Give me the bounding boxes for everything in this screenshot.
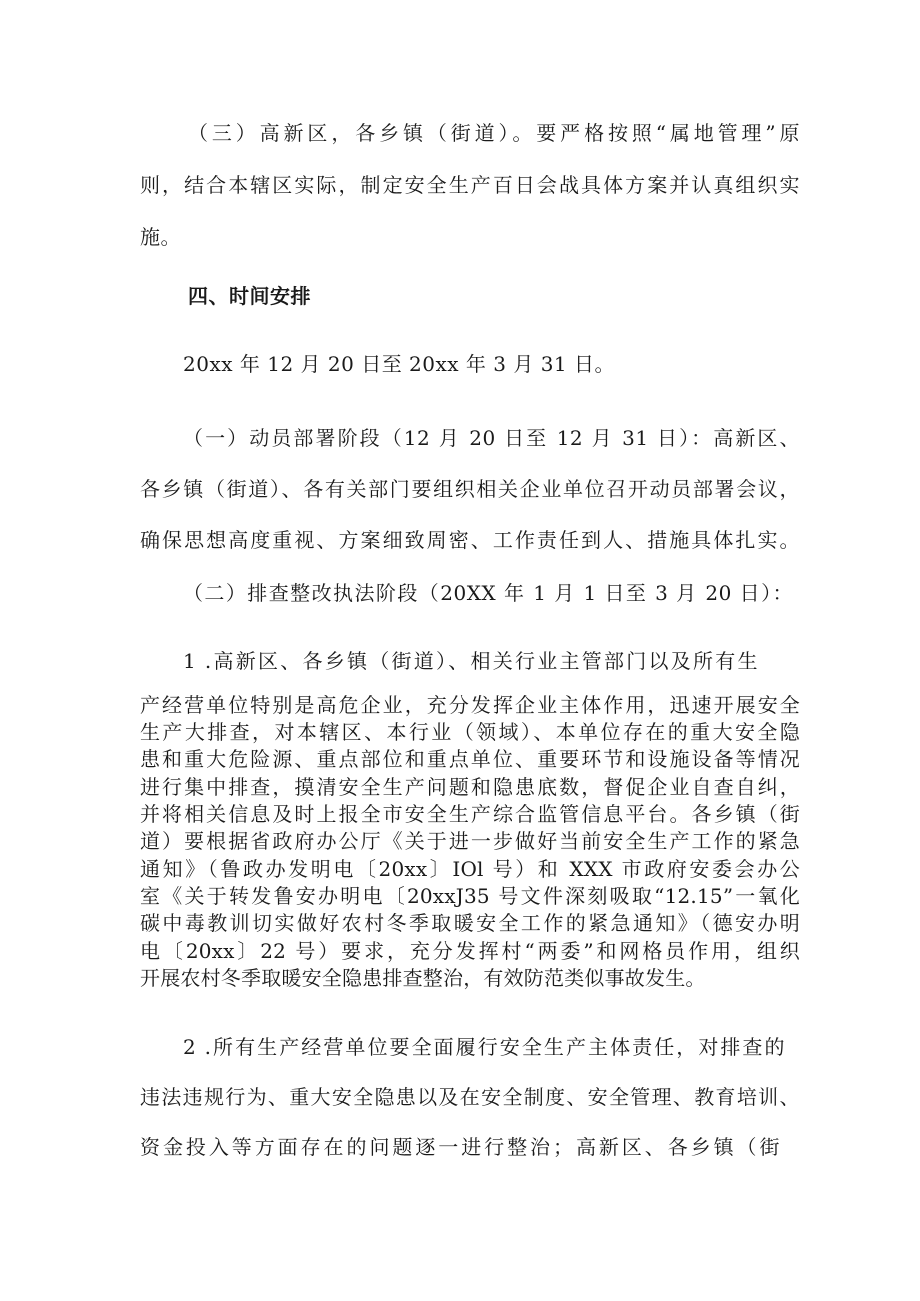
paragraph-line: 碳中毒教训切实做好农村冬季取暖安全工作的紧急通知》（德安办明 xyxy=(140,911,800,935)
paragraph-line: 生产大排查，对本辖区、本行业（领域）、本单位存在的重大安全隐 xyxy=(140,720,800,744)
paragraph-line: 则，结合本辖区实际，制定安全生产百日会战具体方案并认真组织实 xyxy=(140,173,800,197)
paragraph-line: 道）要根据省政府办公厅《关于进一步做好当前安全生产工作的紧急 xyxy=(140,829,800,853)
section-heading: 四、时间安排 xyxy=(188,284,311,308)
paragraph-line: 室《关于转发鲁安办明电〔20xxJ35 号文件深刻吸取“12.15”一氧化 xyxy=(140,884,800,908)
paragraph-line: 开展农村冬季取暖安全隐患排查整治，有效防范类似事故发生。 xyxy=(140,966,706,990)
date-range-line: 20xx 年 12 月 20 日至 20xx 年 3 月 31 日。 xyxy=(183,352,616,376)
paragraph-line: （一）动员部署阶段（12 月 20 日至 12 月 31 日）：高新区、 xyxy=(183,426,800,450)
paragraph-line: （三）高新区，各乡镇（街道）。要严格按照“属地管理”原 xyxy=(188,121,800,145)
paragraph-line: 并将相关信息及时上报全市安全生产综合监管信息平台。各乡镇（街 xyxy=(140,802,800,826)
list-item-line: 2 .所有生产经营单位要全面履行安全生产主体责任，对排查的 xyxy=(183,1035,785,1059)
paragraph-line: 患和重大危险源、重点部位和重点单位、重要环节和设施设备等情况 xyxy=(140,747,800,771)
paragraph-line: 通知》（鲁政办发明电〔20xx〕IOl 号）和 XXX 市政府安委会办公 xyxy=(140,857,800,881)
paragraph-line: （二）排查整改执法阶段（20XX 年 1 月 1 日至 3 月 20 日）： xyxy=(183,581,793,605)
paragraph-line: 电〔20xx〕22 号）要求，充分发挥村“两委”和网格员作用，组织 xyxy=(140,939,800,963)
paragraph-line: 各乡镇（街道）、各有关部门要组织相关企业单位召开动员部署会议， xyxy=(140,477,800,501)
paragraph-line: 产经营单位特别是高危企业，充分发挥企业主体作用，迅速开展安全 xyxy=(140,693,800,717)
paragraph-line: 资金投入等方面存在的问题逐一进行整治；高新区、各乡镇（街 xyxy=(140,1135,780,1159)
paragraph-line: 确保思想高度重视、方案细致周密、工作责任到人、措施具体扎实。 xyxy=(140,528,800,552)
list-item-line: 1 .高新区、各乡镇（街道）、相关行业主管部门以及所有生 xyxy=(183,649,758,673)
paragraph-line: 违法违规行为、重大安全隐患以及在安全制度、安全管理、教育培训、 xyxy=(140,1085,800,1109)
paragraph-line: 施。 xyxy=(140,225,181,249)
paragraph-line: 进行集中排查，摸清安全生产问题和隐患底数，督促企业自查自纠， xyxy=(140,775,800,799)
